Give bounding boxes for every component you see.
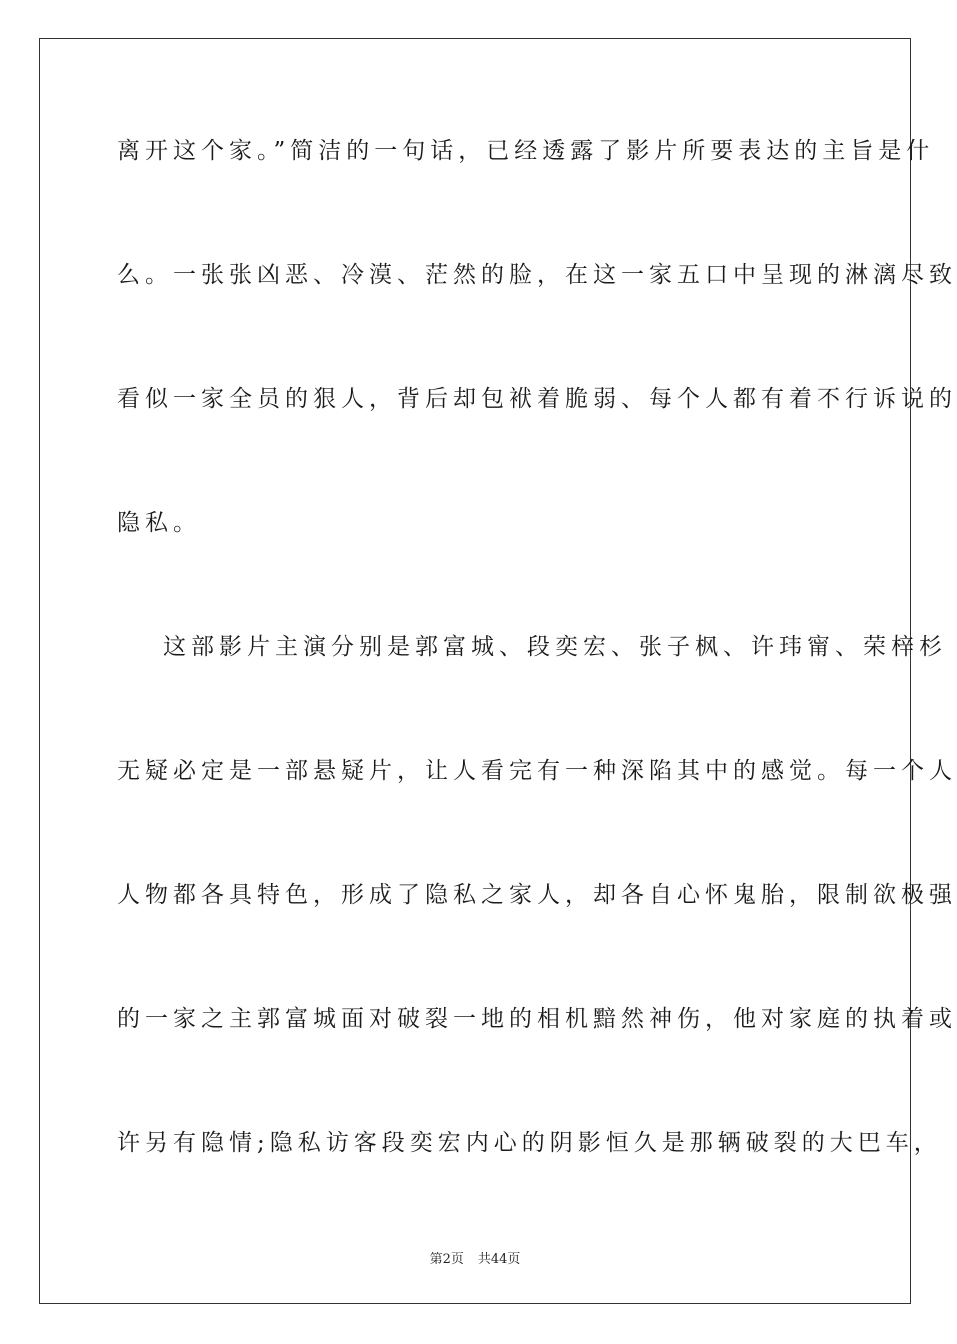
text-line: 的一家之主郭富城面对破裂一地的相机黯然神伤，他对家庭的执着或 [117,1006,957,1032]
total-pages: 共44页 [477,1252,521,1267]
text-line: 隐私。 [117,510,201,536]
paragraph-start-line: 这部影片主演分别是郭富城、段奕宏、张子枫、许玮甯、荣梓杉 [163,634,947,660]
page-number: 第2页 [429,1252,464,1267]
page-footer [0,1248,950,1267]
text-line: 么。一张张凶恶、冷漠、茫然的脸，在这一家五口中呈现的淋漓尽致 [117,262,957,288]
text-line: 离开这个家。”简洁的一句话，已经透露了影片所要表达的主旨是什 [117,138,935,164]
body-text [117,128,957,1244]
text-line: 许另有隐情;隐私访客段奕宏内心的阴影恒久是那辆破裂的大巴车， [117,1130,942,1156]
text-line: 人物都各具特色，形成了隐私之家人，却各自心怀鬼胎，限制欲极强 [117,882,957,908]
text-line: 无疑必定是一部悬疑片，让人看完有一种深陷其中的感觉。每一个人 [117,758,957,784]
text-line: 看似一家全员的狠人，背后却包袱着脆弱、每个人都有着不行诉说的 [117,386,957,412]
